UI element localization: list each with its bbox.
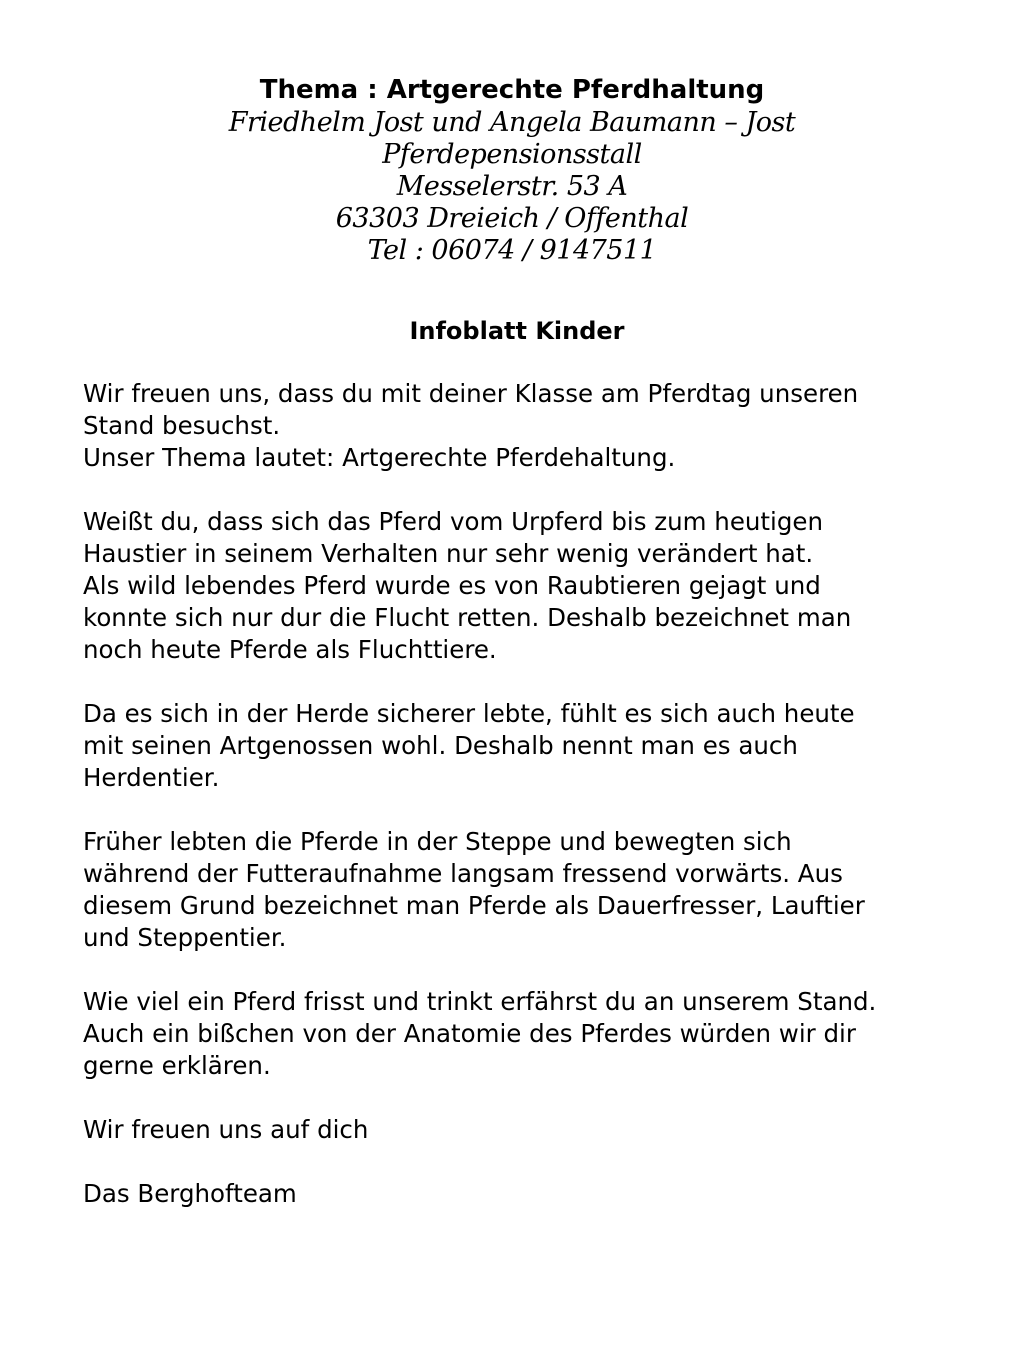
text-line: Auch ein bißchen von der Anatomie des Pferdes würden wir dir bbox=[83, 1019, 856, 1048]
text-line: mit seinen Artgenossen wohl. Deshalb nennt man es auch bbox=[83, 731, 798, 760]
document-title: Thema : Artgerechte Pferdhaltung bbox=[259, 75, 765, 105]
signature-text: Das Berghofteam bbox=[83, 1179, 297, 1208]
text-line: Stand besuchst. bbox=[83, 411, 281, 440]
text-line: Da es sich in der Herde sicherer lebte, fühlt es sich auch heute bbox=[83, 699, 855, 728]
text-line: Herdentier. bbox=[83, 763, 220, 792]
phone-number: Tel : 06074 / 9147511 bbox=[367, 235, 657, 266]
text-line: Haustier in seinem Verhalten nur sehr wenig verändert hat. bbox=[83, 539, 814, 568]
text-line: Wir freuen uns, dass du mit deiner Klasse am Pferdtag unseren bbox=[83, 379, 859, 408]
body-text bbox=[83, 378, 983, 1242]
text-line: während der Futteraufnahme langsam fressend vorwärts. Aus bbox=[83, 859, 843, 888]
info-heading: Infoblatt Kinder bbox=[409, 317, 625, 345]
text-line: gerne erklären. bbox=[83, 1051, 271, 1080]
text-line: Wie viel ein Pferd frisst und trinkt erfährst du an unserem Stand. bbox=[83, 987, 877, 1016]
address-city: 63303 Dreieich / Offenthal bbox=[335, 203, 689, 234]
address-street: Messelerstr. 53 A bbox=[396, 171, 628, 202]
text-line: und Steppentier. bbox=[83, 923, 287, 952]
text-line: Wir freuen uns auf dich bbox=[83, 1115, 369, 1144]
text-line: konnte sich nur dur die Flucht retten. Deshalb bezeichnet man bbox=[83, 603, 852, 632]
paragraph-signature bbox=[83, 1178, 983, 1210]
paragraph-herd bbox=[83, 698, 983, 794]
owner-names: Friedhelm Jost und Angela Baumann – Jost bbox=[228, 107, 796, 138]
text-line: Unser Thema lautet: Artgerechte Pferdehaltung. bbox=[83, 443, 676, 472]
text-line: Als wild lebendes Pferd wurde es von Raubtieren gejagt und bbox=[83, 571, 821, 600]
paragraph-history bbox=[83, 506, 983, 666]
paragraph-steppe bbox=[83, 826, 983, 954]
paragraph-intro bbox=[83, 378, 983, 474]
text-line: Früher lebten die Pferde in der Steppe und bewegten sich bbox=[83, 827, 792, 856]
business-name: Pferdepensionsstall bbox=[382, 139, 642, 170]
paragraph-closing bbox=[83, 1114, 983, 1146]
letterhead bbox=[0, 74, 1024, 267]
text-line: noch heute Pferde als Fluchttiere. bbox=[83, 635, 497, 664]
paragraph-stand bbox=[83, 986, 983, 1082]
text-line: Weißt du, dass sich das Pferd vom Urpferd bis zum heutigen bbox=[83, 507, 823, 536]
text-line: diesem Grund bezeichnet man Pferde als Dauerfresser, Lauftier bbox=[83, 891, 865, 920]
